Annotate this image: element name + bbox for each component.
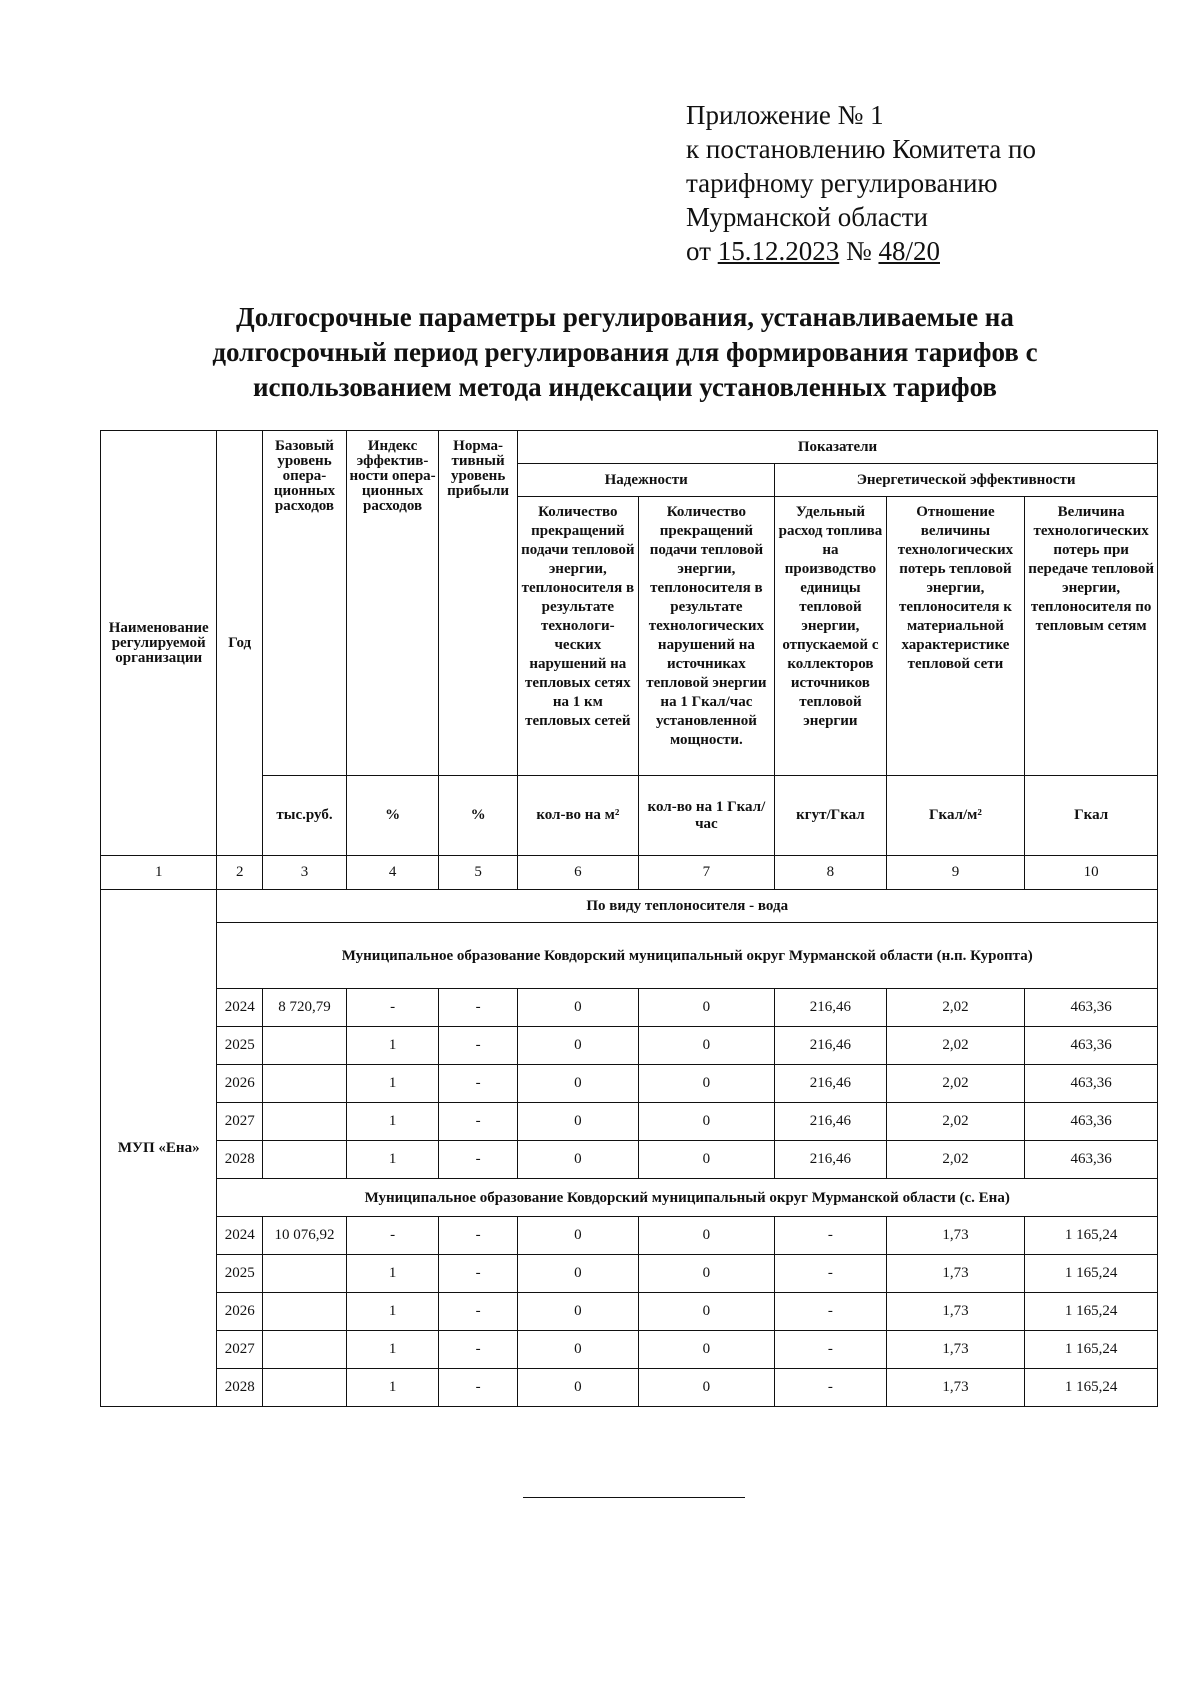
data-row	[101, 1141, 1158, 1179]
year-cell: 2024	[217, 989, 263, 1027]
col-number: 8	[775, 856, 886, 890]
appendix-block	[686, 98, 1036, 268]
unit-col-9: Гкал/м²	[886, 776, 1025, 856]
col-number: 1	[101, 856, 217, 890]
value-cell: -	[439, 1369, 518, 1407]
value-cell: -	[347, 989, 439, 1027]
value-cell: 1	[347, 1293, 439, 1331]
value-cell	[262, 1331, 346, 1369]
value-cell: 1 165,24	[1025, 1331, 1158, 1369]
header-col-9: Отношение величины технологических потерь тепловой энергии, теплоносителя к материальной характеристике тепловой сети	[886, 497, 1025, 776]
appendix-line-1: Приложение № 1	[686, 100, 884, 130]
value-cell: -	[439, 1255, 518, 1293]
header-base-costs: Базовый уровень опера-ционных расходов	[262, 431, 346, 776]
value-cell: 2,02	[886, 1141, 1025, 1179]
appendix-line-2: к постановлению Комитета по	[686, 134, 1036, 164]
year-cell: 2026	[217, 1065, 263, 1103]
data-row	[101, 1103, 1158, 1141]
value-cell: 1	[347, 1255, 439, 1293]
coolant-row	[101, 890, 1158, 923]
data-row	[101, 989, 1158, 1027]
value-cell: 0	[518, 1103, 638, 1141]
value-cell: 463,36	[1025, 1027, 1158, 1065]
header-norm-profit: Норма-тивный уровень прибыли	[439, 431, 518, 776]
year-cell: 2025	[217, 1255, 263, 1293]
unit-col-6: кол-во на м²	[518, 776, 638, 856]
value-cell: -	[775, 1331, 886, 1369]
value-cell: 2,02	[886, 1065, 1025, 1103]
data-row	[101, 1331, 1158, 1369]
value-cell: 1	[347, 1065, 439, 1103]
value-cell: -	[439, 989, 518, 1027]
value-cell	[262, 1065, 346, 1103]
value-cell: 1	[347, 1103, 439, 1141]
value-cell: 0	[518, 1331, 638, 1369]
year-cell: 2025	[217, 1027, 263, 1065]
value-cell: 1 165,24	[1025, 1369, 1158, 1407]
value-cell: 0	[518, 989, 638, 1027]
value-cell: 0	[518, 1065, 638, 1103]
data-row	[101, 1369, 1158, 1407]
header-year: Год	[217, 431, 263, 856]
parameters-table	[100, 430, 1158, 1407]
decree-date: 15.12.2023	[717, 236, 840, 266]
value-cell: 0	[638, 1103, 775, 1141]
value-cell: 1 165,24	[1025, 1217, 1158, 1255]
value-cell: 2,02	[886, 1103, 1025, 1141]
value-cell: 1 165,24	[1025, 1255, 1158, 1293]
title-line-2: долгосрочный период регулирования для формирования тарифов с	[212, 337, 1038, 367]
value-cell: 216,46	[775, 1027, 886, 1065]
data-row	[101, 1255, 1158, 1293]
closing-rule	[523, 1497, 745, 1498]
section-title-row	[101, 923, 1158, 989]
value-cell	[262, 1103, 346, 1141]
value-cell: 0	[518, 1141, 638, 1179]
appendix-line-3: тарифному регулированию	[686, 168, 998, 198]
year-cell: 2028	[217, 1141, 263, 1179]
header-energy-efficiency: Энергетической эффективности	[775, 464, 1158, 497]
number-sign: №	[839, 236, 879, 266]
value-cell: -	[439, 1293, 518, 1331]
value-cell: 1,73	[886, 1217, 1025, 1255]
value-cell: 463,36	[1025, 1141, 1158, 1179]
value-cell: -	[439, 1065, 518, 1103]
value-cell: -	[439, 1217, 518, 1255]
header-org-name: Наименование регулируемой организации	[101, 431, 217, 856]
value-cell: 0	[518, 1255, 638, 1293]
value-cell: -	[439, 1027, 518, 1065]
value-cell: -	[775, 1369, 886, 1407]
col-number: 3	[262, 856, 346, 890]
value-cell: 0	[518, 1293, 638, 1331]
unit-col-8: кгут/Гкал	[775, 776, 886, 856]
coolant-type: По виду теплоносителя - вода	[217, 890, 1158, 923]
value-cell: 0	[638, 1141, 775, 1179]
year-cell: 2027	[217, 1103, 263, 1141]
value-cell	[262, 1293, 346, 1331]
value-cell: 1,73	[886, 1293, 1025, 1331]
data-row	[101, 1027, 1158, 1065]
value-cell: 1,73	[886, 1369, 1025, 1407]
column-number-row	[101, 856, 1158, 890]
value-cell: 2,02	[886, 989, 1025, 1027]
data-row	[101, 1065, 1158, 1103]
col-number: 9	[886, 856, 1025, 890]
value-cell	[262, 1027, 346, 1065]
value-cell: 0	[638, 1065, 775, 1103]
appendix-date-line	[686, 234, 1036, 268]
unit-col-5: %	[439, 776, 518, 856]
value-cell: 0	[518, 1217, 638, 1255]
header-col-6: Количество прекращений подачи тепловой энергии, теплоносителя в результате технологи-ческих нарушений на тепловых сетях на 1 км тепловых сетей	[518, 497, 638, 776]
value-cell: 10 076,92	[262, 1217, 346, 1255]
appendix-line-4: Мурманской области	[686, 202, 928, 232]
value-cell: 1,73	[886, 1255, 1025, 1293]
data-row	[101, 1217, 1158, 1255]
value-cell: -	[439, 1141, 518, 1179]
value-cell: -	[775, 1217, 886, 1255]
value-cell: 1	[347, 1141, 439, 1179]
value-cell: 1	[347, 1331, 439, 1369]
value-cell: 0	[518, 1369, 638, 1407]
value-cell: 2,02	[886, 1027, 1025, 1065]
value-cell: -	[775, 1293, 886, 1331]
header-reliability: Надежности	[518, 464, 775, 497]
document-title	[0, 300, 1200, 405]
value-cell: -	[775, 1255, 886, 1293]
col-number: 6	[518, 856, 638, 890]
unit-col-10: Гкал	[1025, 776, 1158, 856]
header-col-7: Количество прекращений подачи тепловой энергии, теплоносителя в результате технологических нарушений на источниках тепловой энергии на 1 Гкал/час установленной мощности.	[638, 497, 775, 776]
section-title: Муниципальное образование Ковдорский муниципальный округ Мурманской области (н.п. Куропта)	[217, 923, 1158, 989]
header-efficiency-index: Индекс эффектив-ности опера-ционных расходов	[347, 431, 439, 776]
value-cell: 216,46	[775, 1065, 886, 1103]
year-cell: 2027	[217, 1331, 263, 1369]
value-cell: 463,36	[1025, 1103, 1158, 1141]
value-cell	[262, 1141, 346, 1179]
value-cell: 463,36	[1025, 1065, 1158, 1103]
value-cell: 1	[347, 1369, 439, 1407]
organization-name: МУП «Ена»	[101, 890, 217, 1407]
col-number: 4	[347, 856, 439, 890]
data-row	[101, 1293, 1158, 1331]
col-number: 2	[217, 856, 263, 890]
value-cell: 0	[638, 1331, 775, 1369]
value-cell: 0	[518, 1027, 638, 1065]
unit-col-4: %	[347, 776, 439, 856]
value-cell: 1	[347, 1027, 439, 1065]
value-cell	[262, 1369, 346, 1407]
value-cell: 8 720,79	[262, 989, 346, 1027]
col-number: 7	[638, 856, 775, 890]
value-cell	[262, 1255, 346, 1293]
decree-number: 48/20	[878, 236, 940, 266]
col-number: 5	[439, 856, 518, 890]
title-line-1: Долгосрочные параметры регулирования, устанавливаемые на	[236, 302, 1014, 332]
value-cell: 1,73	[886, 1331, 1025, 1369]
title-line-3: использованием метода индексации установленных тарифов	[253, 372, 997, 402]
section-title-row	[101, 1179, 1158, 1217]
value-cell: 1 165,24	[1025, 1293, 1158, 1331]
value-cell: 216,46	[775, 1141, 886, 1179]
col-number: 10	[1025, 856, 1158, 890]
value-cell: 463,36	[1025, 989, 1158, 1027]
value-cell: 0	[638, 1027, 775, 1065]
value-cell: 0	[638, 1293, 775, 1331]
year-cell: 2028	[217, 1369, 263, 1407]
header-col-8: Удельный расход топлива на производство единицы тепловой энергии, отпускаемой с коллекторов источников тепловой энергии	[775, 497, 886, 776]
header-col-10: Величина технологических потерь при передаче тепловой энергии, теплоносителя по тепловым сетям	[1025, 497, 1158, 776]
value-cell: 0	[638, 1255, 775, 1293]
value-cell: -	[439, 1103, 518, 1141]
value-cell: 0	[638, 1217, 775, 1255]
value-cell: -	[439, 1331, 518, 1369]
unit-col-7: кол-во на 1 Гкал/час	[638, 776, 775, 856]
section-title: Муниципальное образование Ковдорский муниципальный округ Мурманской области (с. Ена)	[217, 1179, 1158, 1217]
value-cell: -	[347, 1217, 439, 1255]
year-cell: 2026	[217, 1293, 263, 1331]
value-cell: 0	[638, 989, 775, 1027]
year-cell: 2024	[217, 1217, 263, 1255]
header-row-1	[101, 431, 1158, 464]
value-cell: 216,46	[775, 1103, 886, 1141]
value-cell: 216,46	[775, 989, 886, 1027]
unit-col-3: тыс.руб.	[262, 776, 346, 856]
date-prefix: от	[686, 236, 718, 266]
header-indicators: Показатели	[518, 431, 1158, 464]
value-cell: 0	[638, 1369, 775, 1407]
